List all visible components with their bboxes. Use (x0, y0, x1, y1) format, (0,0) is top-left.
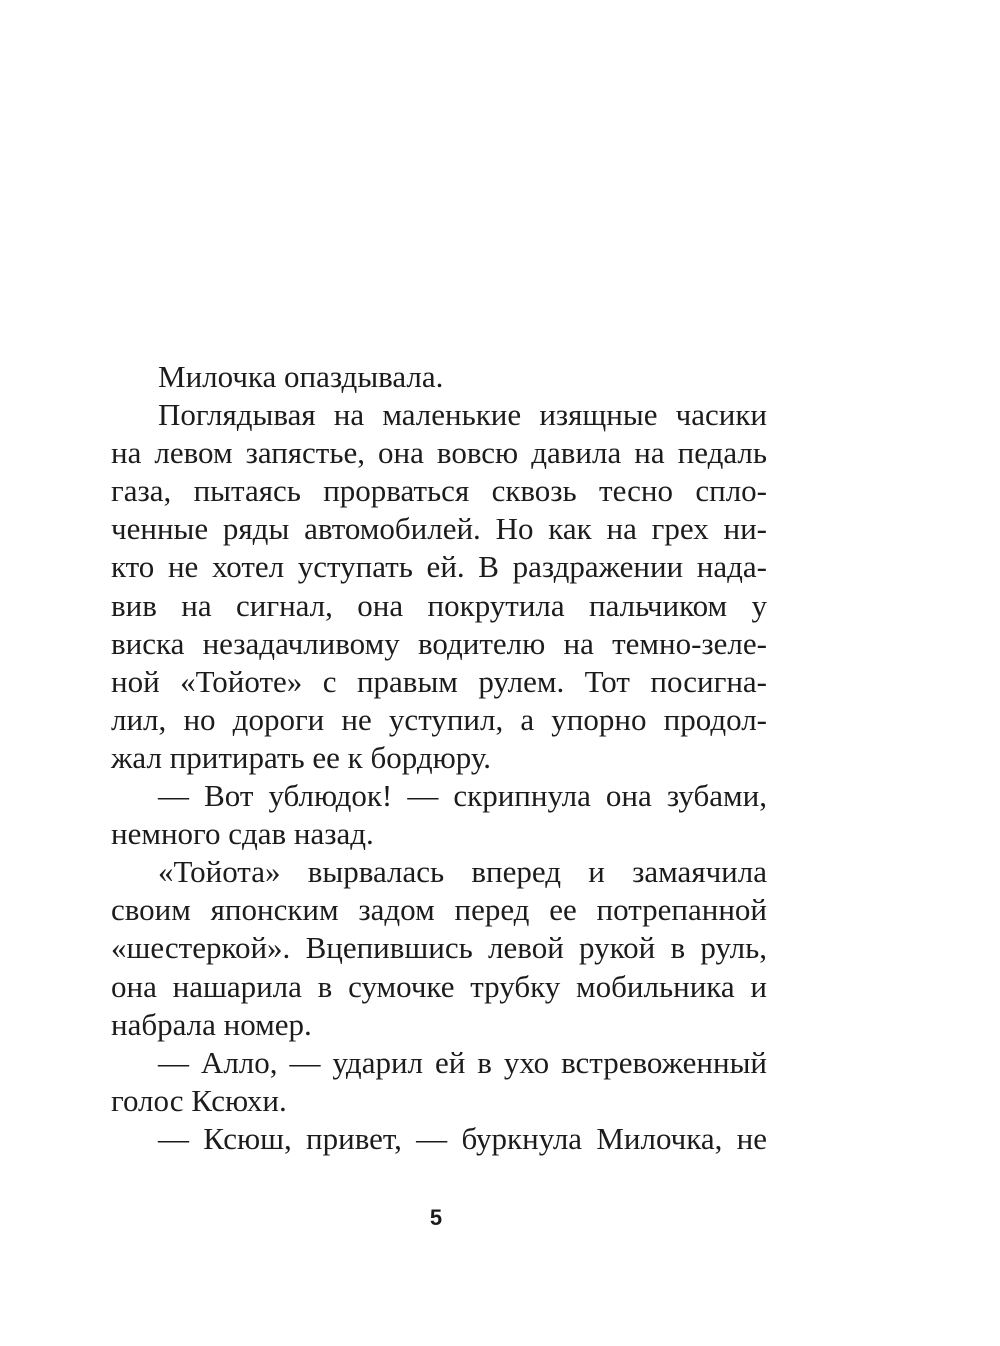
text-line: «Тойота» вырвалась вперед и замаячила (158, 854, 767, 890)
text-line: «шестеркой». Вцепившись левой рукой в руль, (111, 930, 767, 966)
text-line: лил, но дороги не уступил, а упорно продол- (111, 701, 767, 737)
text-line: жал притирать ее к бордюру. (111, 739, 491, 775)
text-line: вив на сигнал, она покрутила пальчиком у (111, 587, 767, 623)
text-line: кто не хотел уступать ей. В раздражении нада- (111, 549, 767, 585)
text-line: немного сдав назад. (111, 816, 374, 852)
text-line: ченные ряды автомобилей. Но как на грех ни- (111, 511, 767, 547)
text-line: голос Ксюхи. (111, 1082, 287, 1118)
text-line: — Вот ублюдок! — скрипнула она зубами, (158, 778, 767, 814)
text-line: газа, пытаясь прорваться сквозь тесно спло- (111, 473, 767, 509)
body-text (111, 358, 767, 1158)
text-line: — Ксюш, привет, — буркнула Милочка, не (158, 1120, 767, 1156)
text-line: набрала номер. (111, 1006, 312, 1042)
text-line: виска незадачливому водителю на темно-зеле- (111, 625, 767, 661)
text-line: Поглядывая на маленькие изящные часики (158, 397, 767, 433)
text-line: — Алло, — ударил ей в ухо встревоженный (158, 1044, 767, 1080)
text-line: Милочка опаздывала. (158, 359, 444, 394)
page-number: 5 (429, 1205, 443, 1230)
text-line: своим японским задом перед ее потрепанной (111, 892, 767, 928)
text-line: она нашарила в сумочке трубку мобильника и (111, 968, 767, 1004)
text-line: ной «Тойоте» с правым рулем. Тот посигна- (111, 663, 767, 699)
text-line: на левом запястье, она вовсю давила на педаль (111, 435, 767, 471)
